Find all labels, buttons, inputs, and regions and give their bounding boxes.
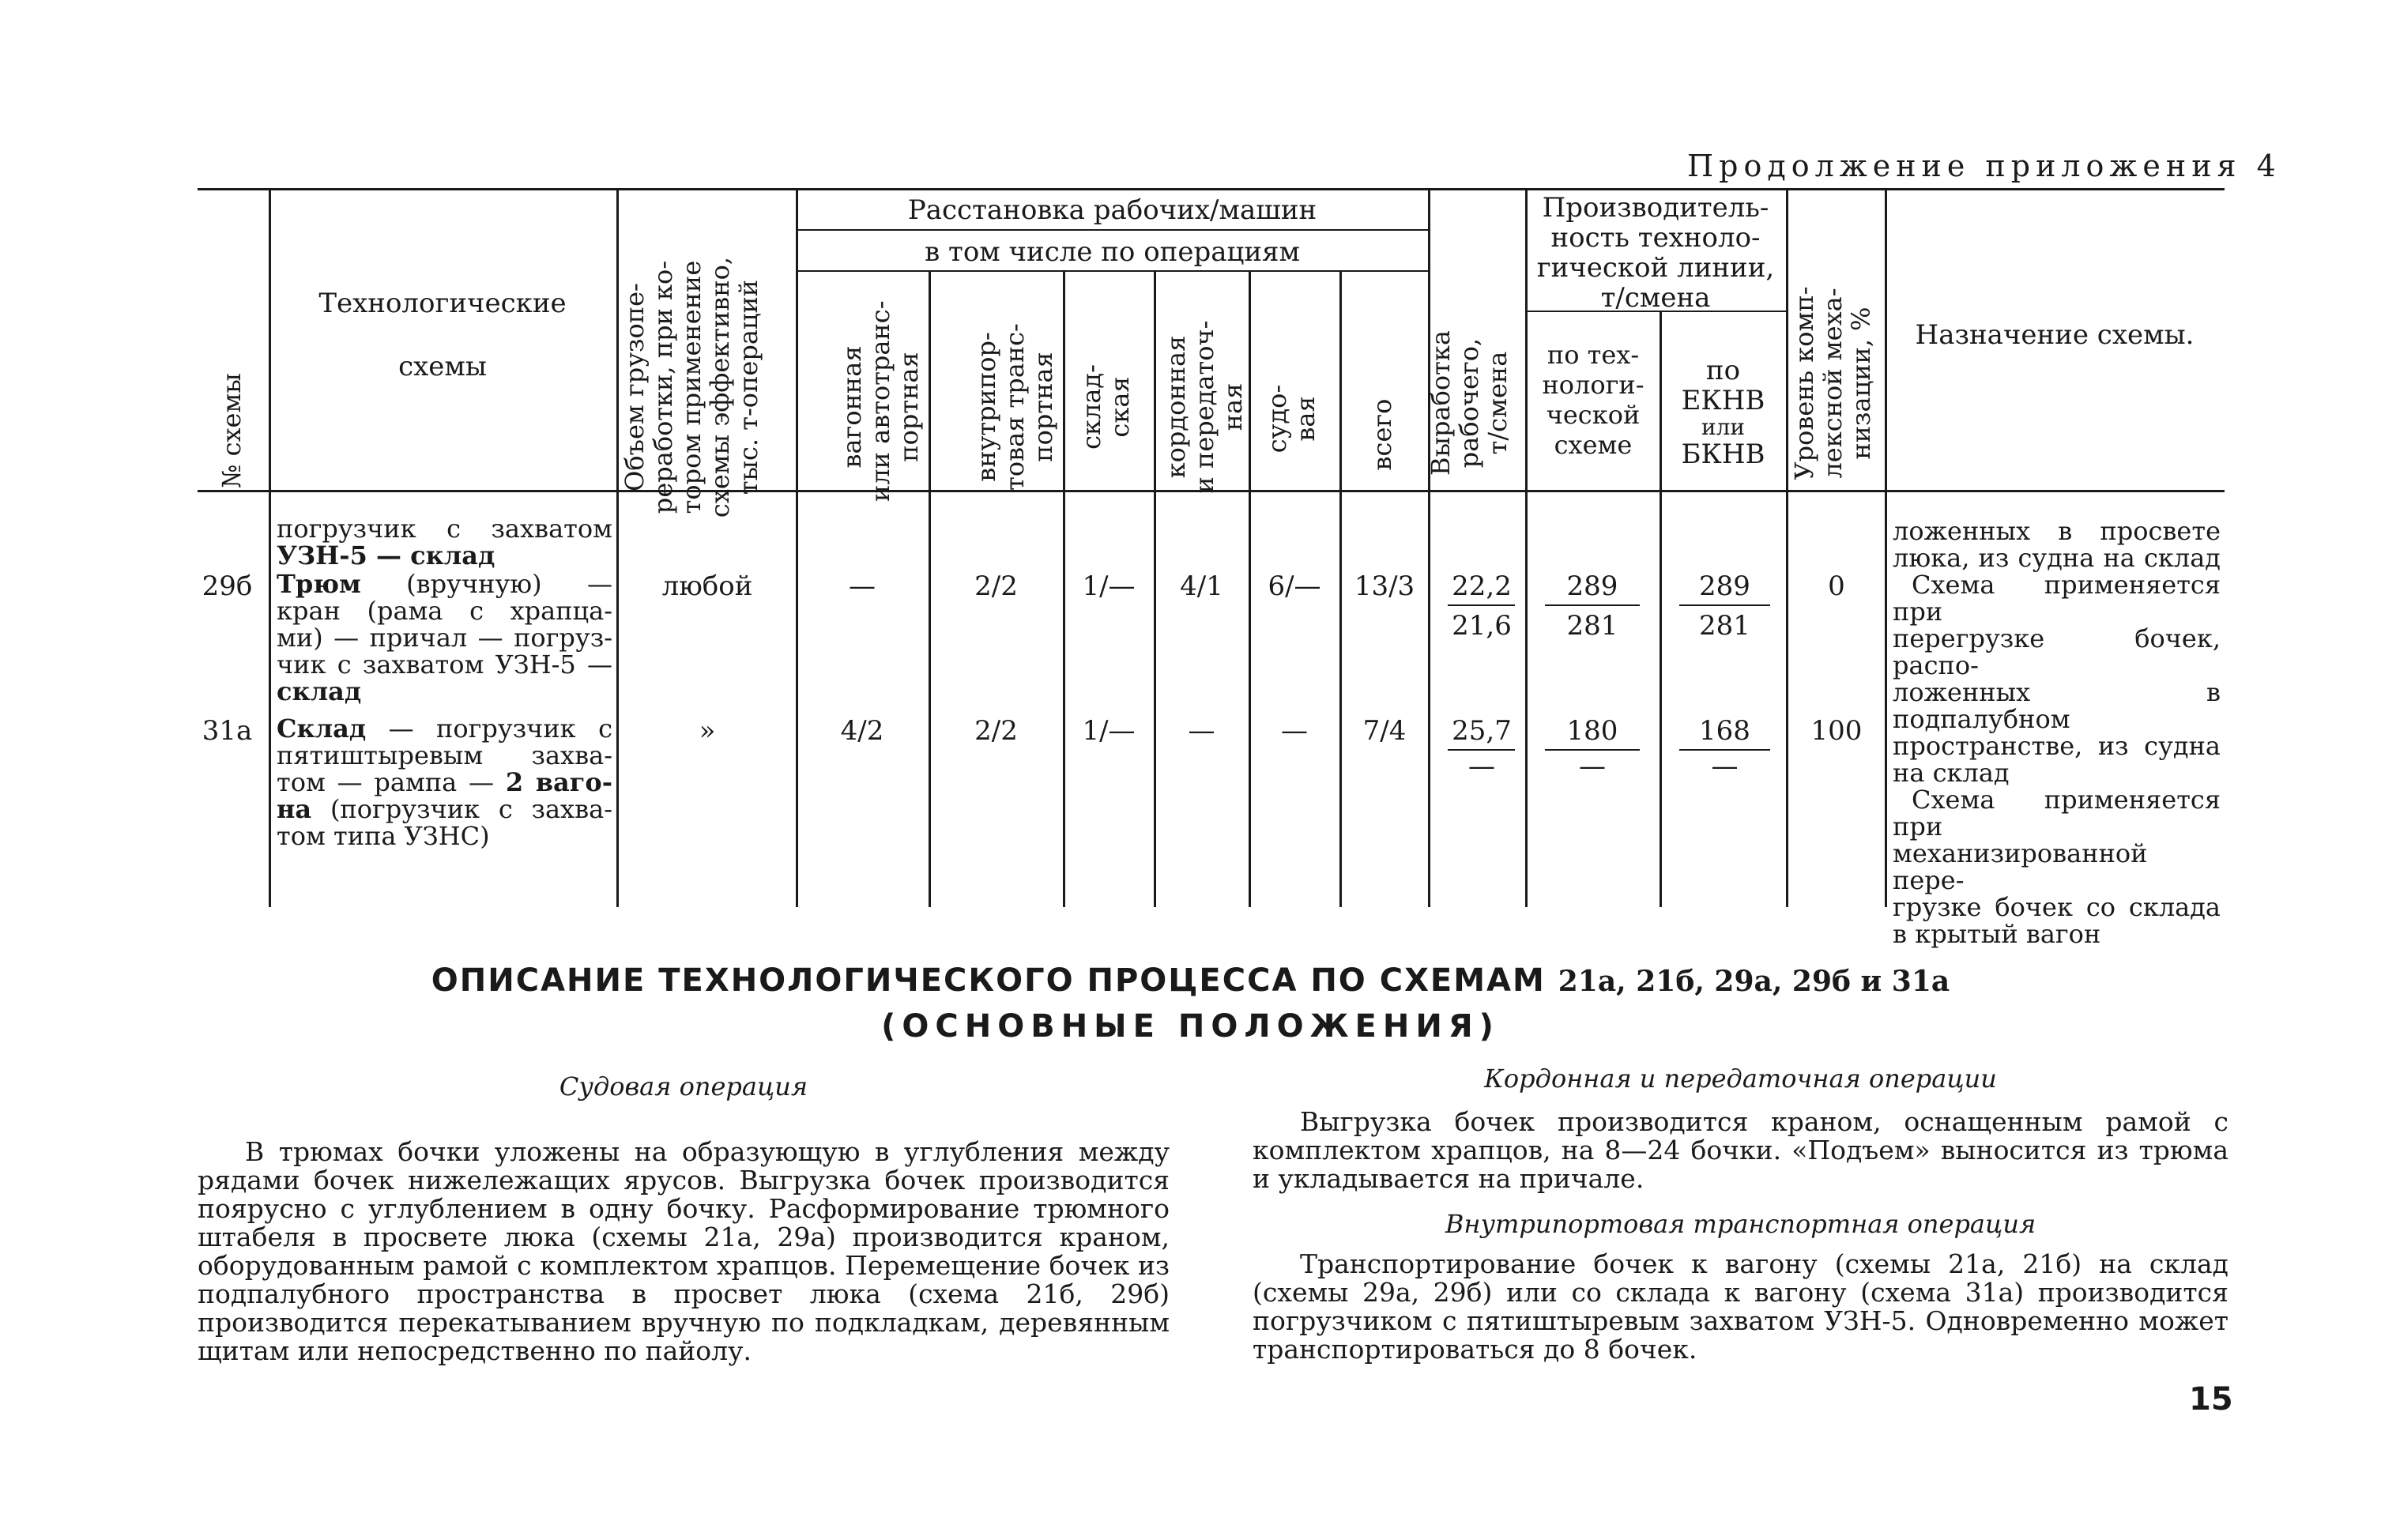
row-ship: —: [1281, 715, 1308, 747]
header-warehouse: склад- ская: [1076, 364, 1135, 450]
purpose-text: ложенных в просвете люка, из судна на склад Схема применяется при перегрузке бочек, распо- ложенных в подпалубном пространстве, из судна на склад Схема применяется при механизированной пере- грузке бочек со склада в крытый вагон: [1893, 516, 2221, 949]
header-incl-ops: в том числе по операциям: [925, 236, 1300, 268]
header-scheme-no: № схемы: [217, 373, 247, 488]
right-text-2: Транспортирование бочек к вагону (схемы 21а, 21б) на склад (схемы 29а, 29б) или со склада к вагону (схема 31а) производится погрузчиком с пятиштыревым захватом УЗН-5. Одновременно может транспортироваться до 8 бочек.: [1253, 1248, 2228, 1365]
row-total: 7/4: [1362, 715, 1407, 747]
row-port: 2/2: [974, 570, 1018, 602]
row-cordon: 4/1: [1180, 570, 1223, 602]
row-desc: Склад — погрузчик с пятиштыревым захва- том — рампа — 2 ваго- на (погрузчик с захва- том типа УЗНС): [277, 714, 613, 851]
header-ship: судо- вая: [1262, 384, 1320, 454]
right-text-1: Выгрузка бочек производится краном, оснащенным рамой с комплектом храпцов, на 8—24 бочки. «Подъем» выносится из трюма и укладывается на причале.: [1253, 1106, 2228, 1194]
cell-rule: [1679, 604, 1770, 606]
row-wh: 1/—: [1082, 715, 1136, 747]
right-heading-1: Кордонная и передаточная операции: [1484, 1064, 1997, 1094]
row-no: 29б: [202, 570, 253, 602]
col-sep: [1786, 188, 1788, 907]
col-sep: [796, 188, 798, 907]
right-heading-2: Внутрипортовая транспортная операция: [1445, 1209, 2036, 1239]
row-ship: 6/—: [1268, 570, 1321, 602]
section-title: ОПИСАНИЕ ТЕХНОЛОГИЧЕСКОГО ПРОЦЕССА ПО СХЕМАМ 21а, 21б, 29а, 29б и 31а: [431, 962, 1950, 999]
header-productivity: Производитель- ность техноло- гической линии, т/смена: [1536, 192, 1775, 314]
row-output: 22,2: [1452, 570, 1512, 602]
col-sep: [269, 188, 271, 907]
row-no: 31а: [202, 715, 253, 747]
header-mech-level: Уровень комп- лексной меха- низации, %: [1789, 286, 1876, 480]
row-cordon: —: [1188, 715, 1215, 747]
ops-rule: [796, 270, 1428, 272]
continued-desc: погрузчик с захватом УЗН-5 — склад: [277, 514, 612, 570]
col-sep: [1525, 188, 1528, 907]
header-volume: Объем грузопе- реработки, при ко- тором применение схемы эффективно, тыс. т-операций: [620, 256, 763, 518]
row-eknv: 289: [1699, 570, 1750, 602]
header-cordon: кордонная и передаточ- ная: [1161, 320, 1248, 494]
row-tech: 289: [1566, 570, 1618, 602]
continuation-header: Продолжение приложения 4: [1687, 149, 2281, 183]
header-output-worker: Выработка рабочего, т/смена: [1426, 330, 1513, 476]
left-text: В трюмах бочки уложены на образующую в углубления между рядами бочек нижележащих ярусов. Выгрузка бочек производится поярусно с углублением в одну бочку. Расформирование трюмного штабеля в просвете люка (схемы 21а, 29а) производится краном, оборудованным рамой с комплектом храпцов. Перемещение бочек из подпалубного пространства в просвет люка (схема 21б, 29б) производится перекатыванием вручную по подкладкам, деревянным щитам или непосредственно по пайолу.: [198, 1136, 1170, 1366]
row-output: 25,7: [1452, 715, 1512, 747]
header-tech-schemes-1: Технологические: [318, 288, 567, 319]
header-wagon: вагонная или автотранс- портная: [837, 300, 924, 502]
row-output-2: 21,6: [1452, 610, 1512, 642]
row-total: 13/3: [1354, 570, 1415, 602]
header-purpose: Назначение схемы.: [1915, 319, 2195, 351]
row-mech: 0: [1828, 570, 1845, 602]
col-sep: [616, 188, 619, 907]
row-mech: 100: [1810, 715, 1863, 747]
header-by-tech: по тех- нологи- ческой схеме: [1542, 340, 1644, 460]
row-wagon: 4/2: [840, 715, 884, 747]
row-eknv: 168: [1699, 715, 1750, 747]
section-subtitle: (ОСНОВНЫЕ ПОЛОЖЕНИЯ): [881, 1008, 1500, 1045]
row-tech-2: —: [1579, 751, 1606, 782]
row-wh: 1/—: [1082, 570, 1136, 602]
page-number: 15: [2189, 1381, 2233, 1418]
row-desc: Трюм (вручную) — кран (рама с храпца- ми) — причал — погруз- чик с захватом УЗН-5 — склад: [277, 569, 613, 706]
row-volume: »: [699, 715, 716, 747]
row-tech-2: 281: [1566, 610, 1618, 642]
row-output-2: —: [1468, 751, 1495, 782]
header-tech-schemes-2: схемы: [398, 351, 487, 382]
row-tech: 180: [1566, 715, 1618, 747]
header-by-eknv: по ЕКНВ или БКНВ: [1681, 355, 1765, 470]
row-port: 2/2: [974, 715, 1018, 747]
placement-rule: [796, 229, 1428, 231]
col-sep: [1885, 188, 1887, 907]
row-volume: любой: [661, 570, 753, 602]
cell-rule: [1545, 604, 1640, 606]
header-port-transport: внутрипор- товая транс- портная: [971, 323, 1058, 491]
left-heading: Судовая операция: [559, 1071, 808, 1101]
header-placement: Расстановка рабочих/машин: [907, 194, 1317, 226]
header-total: всего: [1367, 398, 1397, 471]
table-top-rule: [198, 188, 2225, 190]
row-eknv-2: 281: [1699, 610, 1750, 642]
cell-rule: [1448, 604, 1515, 606]
row-eknv-2: —: [1711, 751, 1739, 782]
row-wagon: —: [849, 570, 876, 602]
